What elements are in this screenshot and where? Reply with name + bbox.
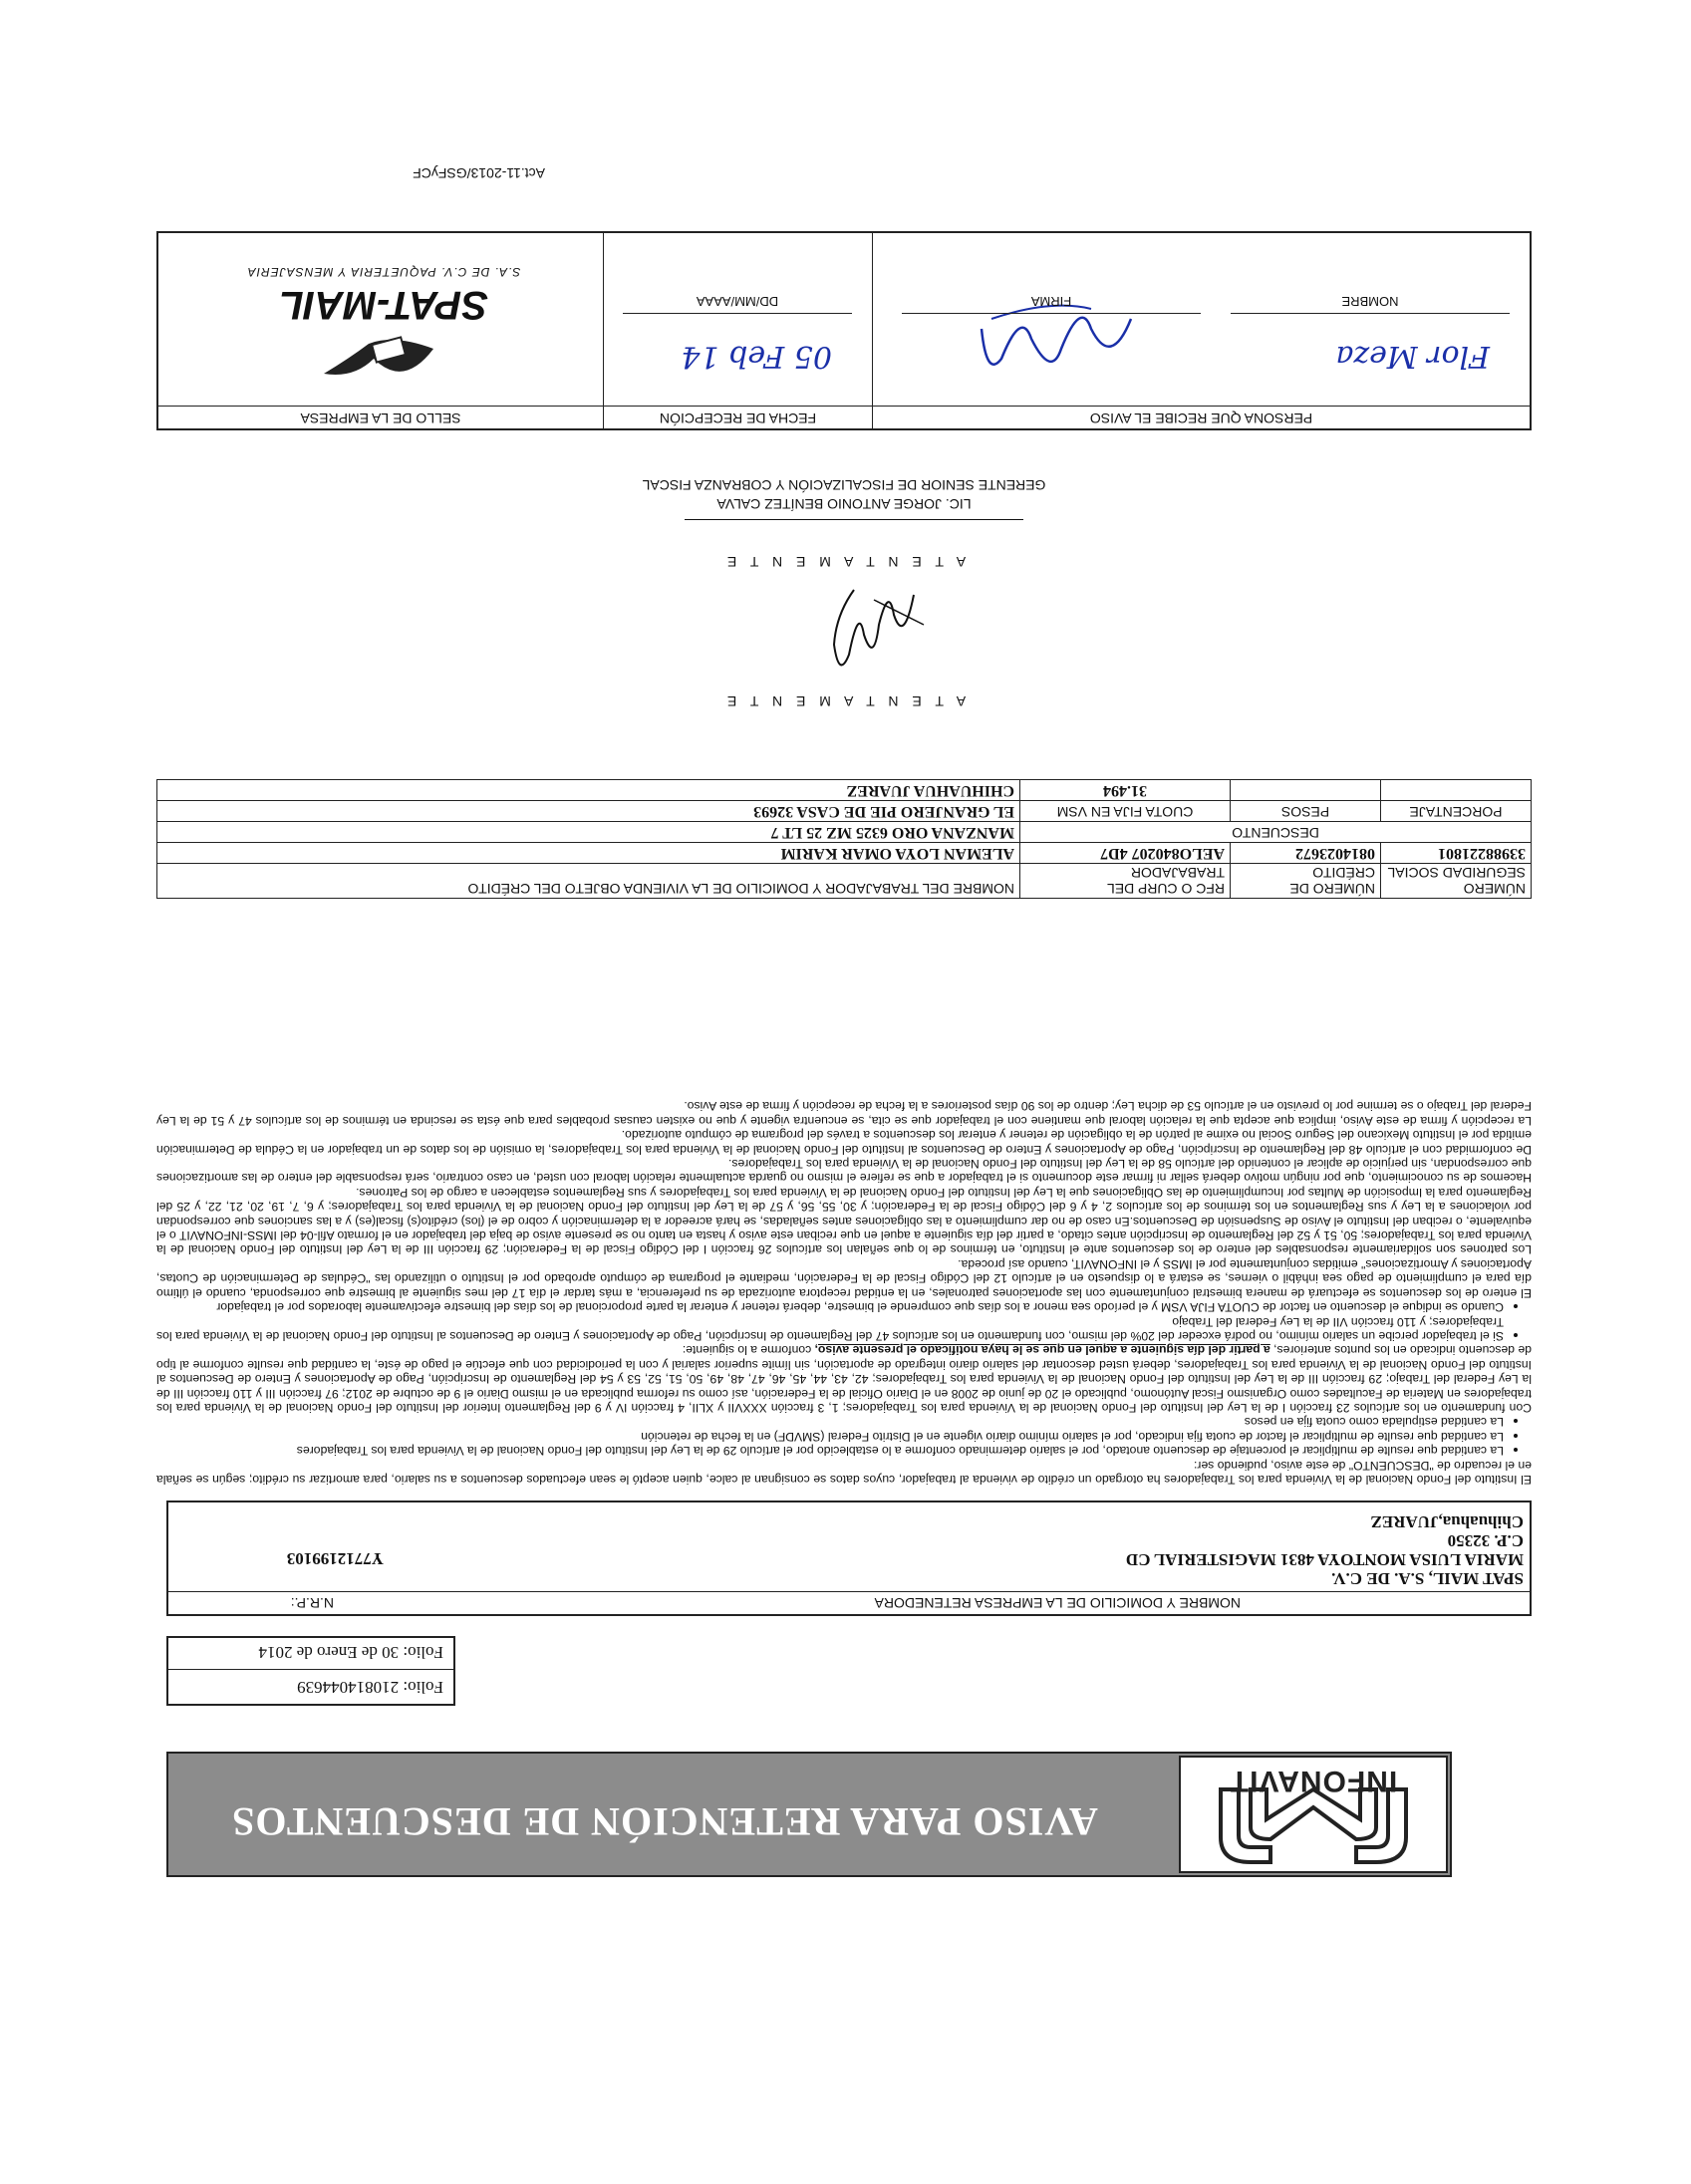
legal-paragraph: El entero de los descuentos se efectuará de manera bimestral conjuntamente con las aportaciones patronales, en la entidad receptora autorizada de su preferencia, a más tardar el día 17 del mes siguiente al bimestre que corresponda, cuando el último día para el cumplimiento de pago sea inhábil o viernes, se estará a lo dispuesto en el artículo 12 del Código Fiscal de la Federación, mediante el programa de cómputo aprobado por el Instituto o utilizando las "Cédulas de Determinación de Cuotas, Aportaciones y Amortizaciones" emitidas conjuntamente por el IMSS y el INFONAVIT, cuando así proceda. bbox=[156, 1256, 1532, 1300]
employer-zip: C.P. 32350 bbox=[1447, 1531, 1524, 1550]
worker-table bbox=[156, 779, 1532, 899]
stamp-subtitle: S.A. DE C.V. PAQUETERIA Y MENSAJERIA bbox=[246, 265, 521, 279]
table-row bbox=[157, 801, 1532, 822]
receipt-date-column bbox=[603, 233, 872, 428]
list-item: • Si el trabajador percibe un salario mínimo, no podrá exceder del 20% del mismo, con fundamento en los artículos 47 del Reglamento de Inscripción, Pago de Aportaciones y Entero de Descuentos al Instituto del Fondo Nacional de la Vivienda para los Trabajadores; y 110 fracción VII de la Ley Federal del Trabajo bbox=[156, 1314, 1504, 1343]
nss-value: 33988221801 bbox=[1381, 843, 1532, 864]
discount-header-vsm: CUOTA FIJA EN VSM bbox=[1020, 801, 1231, 822]
signature-icon bbox=[814, 575, 934, 684]
table-row bbox=[157, 822, 1532, 843]
employer-details bbox=[427, 1512, 1524, 1588]
receipt-handwritten-name: Flor Meza bbox=[1335, 339, 1490, 374]
rfc-value: AELO840207 4D7 bbox=[1020, 843, 1231, 864]
document-title: AVISO PARA RETENCIÓN DE DESCUENTOS bbox=[231, 1799, 1098, 1844]
infonavit-logo bbox=[1179, 1756, 1448, 1873]
intro-paragraph: El Instituto del Fondo Nacional de la Vivienda para los Trabajadores ha otorgado un crédito de vivienda al trabajador, cuyos datos se consignan al calce, quien aceptó le sean efectuados descuentos a su salario, para amortizar su crédito; según se señala en el recuadro de "DESCUENTO" de este aviso, pudiendo ser: bbox=[156, 1458, 1532, 1487]
list-item: • Cuando se indique el descuento en factor de CUOTA FIJA VSM y el período sea menor a los días que comprende el bimestre, deberá retener y enterar la parte proporcional de los días del bimestre efectivamente laborados por el trabajador bbox=[156, 1300, 1504, 1314]
employer-header bbox=[168, 1591, 1530, 1614]
worker-address-2: EL GRANJERO PIE DE CASA 32693 bbox=[157, 801, 1020, 822]
worker-address-3: CHIHUAHUA JUAREZ bbox=[157, 780, 1020, 801]
discount-vsm: 31.494 bbox=[1020, 780, 1231, 801]
receipt-stamp-column bbox=[158, 233, 603, 428]
legal-paragraph: De conformidad con el artículo 48 del Reglamento de Inscripción, Pago de Aportaciones y Entero de Descuentos al Instituto del Fondo Nacional de la Vivienda para los Trabajadores, la omisión de los datos de un trabajador en la Cédula de Determinación emitida por el Instituto Mexicano del Seguro Social no exime al patrón de la obligación de retener y enterar los descuentos a través del programa de cómputo autorizado. bbox=[156, 1128, 1532, 1157]
closing-top: A T E N T A M E N T E bbox=[721, 693, 967, 709]
legal-paragraph-emphasis: a partir del día siguiente a aquel en que se le haya notificado el presente aviso, bbox=[814, 1343, 1270, 1358]
signer-name: LIC. JORGE ANTONIO BENÍTEZ CALVA bbox=[716, 496, 972, 512]
header-credit: NÚMERO DE CRÉDITO bbox=[1231, 864, 1381, 899]
logo-text: INFONAVIT bbox=[1229, 1765, 1398, 1797]
stamp-title: SPAT-MAIL bbox=[279, 283, 488, 327]
stamp-bird-icon bbox=[314, 329, 443, 389]
credit-value: 0814023672 bbox=[1231, 843, 1381, 864]
nrp-label: N.R.P.: bbox=[290, 1595, 334, 1611]
folio-date: Folio: 30 de Enero de 2014 bbox=[258, 1643, 443, 1662]
discount-type-list bbox=[156, 1415, 1532, 1458]
closing-bottom: A T E N T A M E N T E bbox=[721, 554, 967, 570]
legal-paragraph-end: conforme a lo siguiente: bbox=[682, 1343, 812, 1358]
discount-label: DESCUENTO bbox=[1020, 822, 1532, 843]
header-rfc: RFC O CURP DEL TRABAJADOR bbox=[1020, 864, 1231, 899]
firma-line bbox=[902, 313, 1201, 314]
discount-header-percent: PORCENTAJE bbox=[1381, 801, 1532, 822]
employer-street: MARIA LUISA MONTOYA 4831 MAGISTERIAL CD bbox=[1125, 1550, 1524, 1569]
receipt-person-heading: PERSONA QUE RECIBE EL AVISO bbox=[873, 406, 1530, 426]
worker-address-1: MANZANA ORO 6325 MZ 25 LT 7 bbox=[157, 822, 1020, 843]
legal-paragraph: Los patrones son solidariamente responsables del entero de los descuentos ante el Instituto, en términos de lo que señalan los artículos 26 fracción I del Código Fiscal de la Federación; 29 fracción III de la Ley del Instituto del Fondo Nacional de la Vivienda para los Trabajadores; 50, 51 y 52 del Reglamento de Inscripción antes citado, a partir del día siguiente a aquel en que reciban este aviso y hasta en tanto no se presente aviso de baja del trabajador en el formato Afil-04 del IMSS-INFONAVIT o el equivalente, o reciban del Instituto el Aviso de Suspensión de Descuentos.En caso de no dar cumplimiento a las obligaciones antes señaladas, se hará acreedor a la determinación y cobro de el (los) crédito(s) fiscal(es) y a las sanciones que correspondan por violaciones a la Ley y sus Reglamentos en los términos de los artículos 2, 4 y 6 del Código Fiscal de la Federación; y 30, 55, 56, y 57 de la Ley del Instituto del Fondo Nacional de la Vivienda para los Trabajadores; y 6, 7, 19, 20, 21, 22, y 25 del Reglamento para la Imposición de Multas por Incumplimiento de las Obligaciones que la Ley del Instituto del Fondo Nacional de la Vivienda para los Trabajadores y sus Reglamentos establecen a cargo de los Patrones. bbox=[156, 1185, 1532, 1257]
legal-paragraph: Hacemos de su conocimiento, que por ningún motivo deberá sellar ni firmar este documento si el trabajador a que se refiere el mismo no guarda actualmente relación laboral con usted, en caso contrario, será responsable del entero de las amortizaciones que correspondan, sin perjuicio de aplicar el contenido del artículo 58 de la Ley del Instituto del Fondo Nacional de la Vivienda para los Trabajadores. bbox=[156, 1157, 1532, 1186]
legal-paragraph bbox=[156, 1343, 1532, 1415]
list-item: • La cantidad que resulte de multiplicar el porcentaje de descuento anotado, por el salario determinado conforme a lo establecido por el artículo 29 de la Ley del Instituto del Fondo Nacional de la Vivienda para los Trabajadores bbox=[156, 1444, 1504, 1458]
receipt-date-heading: FECHA DE RECEPCIÓN bbox=[604, 406, 872, 426]
legal-text bbox=[156, 1099, 1532, 1487]
employer-city: Chihuahua,JUAREZ bbox=[1370, 1512, 1524, 1531]
table-header-row bbox=[157, 864, 1532, 899]
infonavit-emblem-icon bbox=[1181, 1787, 1446, 1867]
employer-box bbox=[166, 1501, 1532, 1616]
employer-heading: NOMBRE Y DOMICILIO DE LA EMPRESA RETENEDORA bbox=[874, 1595, 1241, 1611]
table-row bbox=[157, 780, 1532, 801]
firma-label: FIRMA bbox=[1030, 294, 1072, 309]
discount-percent bbox=[1381, 780, 1532, 801]
name-label: NOMBRE bbox=[1341, 294, 1399, 309]
receipt-box bbox=[156, 231, 1532, 430]
name-line bbox=[1231, 313, 1510, 314]
signature-line bbox=[685, 519, 1023, 520]
header-nss: NÚMERO SEGURIDAD SOCIAL bbox=[1381, 864, 1532, 899]
list-item: • La cantidad estipulada como cuota fija en pesos bbox=[156, 1415, 1504, 1429]
legal-paragraph: La recepción y firma de este Aviso, implica que acepta que la relación laboral que mantiene con el trabajador que se cita, se encuentra vigente y que no existen causas probables para que ésta se rescinda en términos de los artículos 47 y 51 de la Ley Federal del Trabajo o se termine por lo previsto en el artículo 53 de dicha Ley; dentro de los 90 días posteriores a la fecha de recepción y firma de este Aviso. bbox=[156, 1099, 1532, 1128]
employer-name: SPAT MAIL, S.A. DE C.V. bbox=[1331, 1569, 1524, 1588]
table-row bbox=[157, 843, 1532, 864]
header-worker: NOMBRE DEL TRABAJADOR Y DOMICILIO DE LA VIVIENDA OBJETO DEL CRÉDITO bbox=[157, 864, 1020, 899]
company-stamp bbox=[204, 249, 563, 389]
legal-paragraph-text: Con fundamento en los artículos 23 fracción I de la Ley del Instituto del Fondo Nacional de la Vivienda para los Trabajadores; 1, 3 fracción XXXVII y XLII, 4 fracción IV y 9 del Reglamento Interior del Instituto del Fondo Nacional de la Vivienda para los trabajadores en Materia de Facultades como Organismo Fiscal Autónomo, publicado el 20 de junio de 2008 en el Diario Oficial de la Federación, así como su reforma publicada en el mismo Diario el 9 de octubre de 2012; 97 fracción III y 110 fracción III de la Ley Federal del Trabajo; 29 fracción III de la Ley del Instituto del Fondo Nacional de la Vivienda para los Trabajadores; 42, 43, 44, 45, 46, 47, 48, 49, 50, 51, 52, 53 y 54 del Reglamento de Inscripción, Pago de Aportaciones y Entero de Descuentos al Instituto del Fondo Nacional de la Vivienda para los Trabajadores, deberá usted descontar del salario diario integrado de aportación, sin límite superior salarial y con la periodicidad con que efectúe el pago de éste, la cantidad que resulte conforme al tipo de descuento indicado en los puntos anteriores, bbox=[156, 1343, 1532, 1415]
receipt-person-column bbox=[872, 233, 1530, 428]
limits-list bbox=[156, 1300, 1532, 1343]
folio-number: Folio: 210814044639 bbox=[168, 1669, 453, 1704]
receipt-stamp-heading: SELLO DE LA EMPRESA bbox=[158, 406, 603, 426]
worker-name: ALEMAN LOYA OMAR KARIM bbox=[157, 843, 1020, 864]
receipt-handwritten-date: 05 Feb 14 bbox=[681, 339, 832, 374]
signer-position: GERENTE SENIOR DE FISCALIZACIÓN Y COBRANZA FISCAL bbox=[642, 477, 1046, 493]
nrp-value: Y7712199103 bbox=[286, 1549, 384, 1568]
date-label: DD/MM/AAAA bbox=[696, 294, 779, 309]
list-item: • La cantidad que resulte de multiplicar el factor de cuota fija indicado, por el salario mínimo diario vigente en el Distrito Federal (SMVDF) en la fecha de retención bbox=[156, 1429, 1504, 1443]
form-code: Act.11-2013/GSFyCF bbox=[413, 165, 545, 181]
discount-pesos bbox=[1231, 780, 1381, 801]
discount-header-pesos: PESOS bbox=[1231, 801, 1381, 822]
date-line bbox=[623, 313, 852, 314]
folio-box bbox=[166, 1636, 455, 1706]
